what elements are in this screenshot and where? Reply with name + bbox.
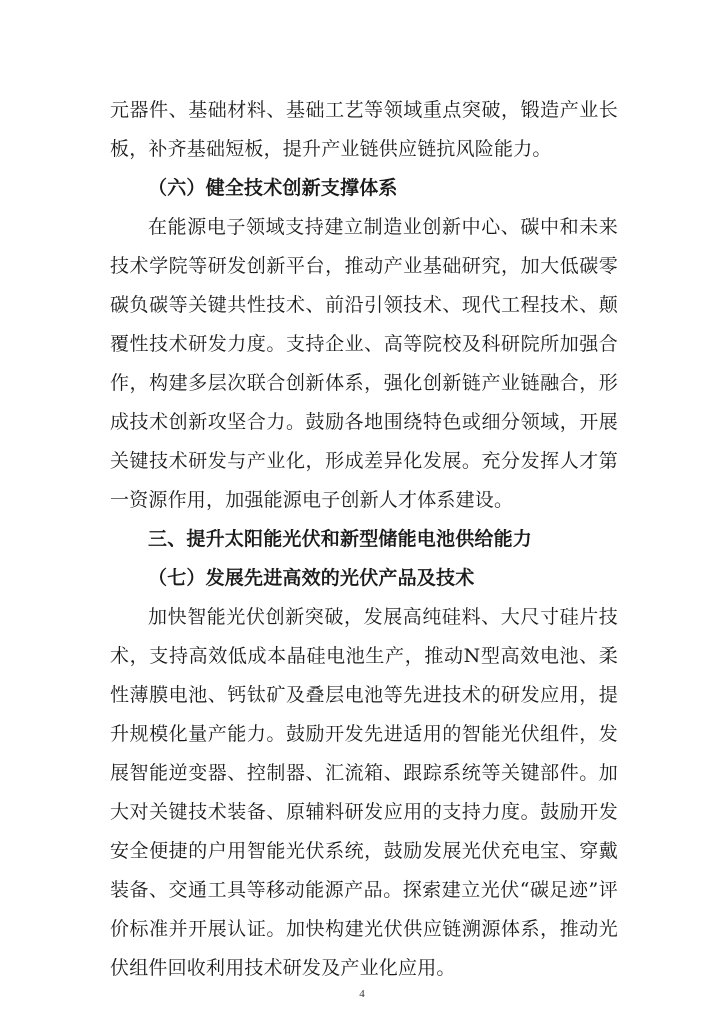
paragraph-line: 作，构建多层次联合创新体系，强化创新链产业链融合，形 bbox=[110, 372, 618, 394]
paragraph-line: 加快智能光伏创新突破，发展高纯硅料、大尺寸硅片技 bbox=[148, 606, 618, 628]
paragraph-line: 元器件、基础材料、基础工艺等领域重点突破，锻造产业长 bbox=[110, 99, 618, 121]
paragraph-line: 安全便捷的户用智能光伏系统，鼓励发展光伏充电宝、穿戴 bbox=[110, 840, 618, 862]
paragraph-line: 升规模化量产能力。鼓励开发先进适用的智能光伏组件，发 bbox=[110, 723, 618, 745]
paragraph-line: 一资源作用，加强能源电子创新人才体系建设。 bbox=[110, 489, 514, 511]
paragraph-line: 展智能逆变器、控制器、汇流箱、跟踪系统等关键部件。加 bbox=[110, 762, 618, 784]
section-heading: （六）健全技术创新支撑体系 bbox=[148, 177, 398, 199]
paragraph-line: 性薄膜电池、钙钛矿及叠层电池等先进技术的研发应用，提 bbox=[110, 684, 618, 706]
paragraph-line: 板，补齐基础短板，提升产业链供应链抗风险能力。 bbox=[110, 138, 552, 160]
paragraph-line: 碳负碳等关键共性技术、前沿引领技术、现代工程技术、颠 bbox=[110, 294, 618, 316]
section-heading: （七）发展先进高效的光伏产品及技术 bbox=[148, 567, 475, 589]
paragraph-line: 成技术创新攻坚合力。鼓励各地围绕特色或细分领域，开展 bbox=[110, 411, 618, 433]
paragraph-line: 伏组件回收利用技术研发及产业化应用。 bbox=[110, 957, 456, 979]
paragraph-line: 术，支持高效低成本晶硅电池生产，推动N型高效电池、柔 bbox=[110, 645, 618, 667]
page-number: 4 bbox=[359, 988, 365, 1000]
chapter-heading: 三、提升太阳能光伏和新型储能电池供给能力 bbox=[148, 528, 533, 550]
paragraph-line: 关键技术研发与产业化，形成差异化发展。充分发挥人才第 bbox=[110, 450, 618, 472]
paragraph-line: 在能源电子领域支持建立制造业创新中心、碳中和未来 bbox=[148, 216, 618, 238]
paragraph-line: 大对关键技术装备、原辅料研发应用的支持力度。鼓励开发 bbox=[110, 801, 618, 823]
paragraph-line: 装备、交通工具等移动能源产品。探索建立光伏“碳足迹”评 bbox=[110, 879, 618, 901]
paragraph-line: 技术学院等研发创新平台，推动产业基础研究，加大低碳零 bbox=[110, 255, 618, 277]
paragraph-line: 价标准并开展认证。加快构建光伏供应链溯源体系，推动光 bbox=[110, 918, 618, 940]
paragraph-line: 覆性技术研发力度。支持企业、高等院校及科研院所加强合 bbox=[110, 333, 618, 355]
